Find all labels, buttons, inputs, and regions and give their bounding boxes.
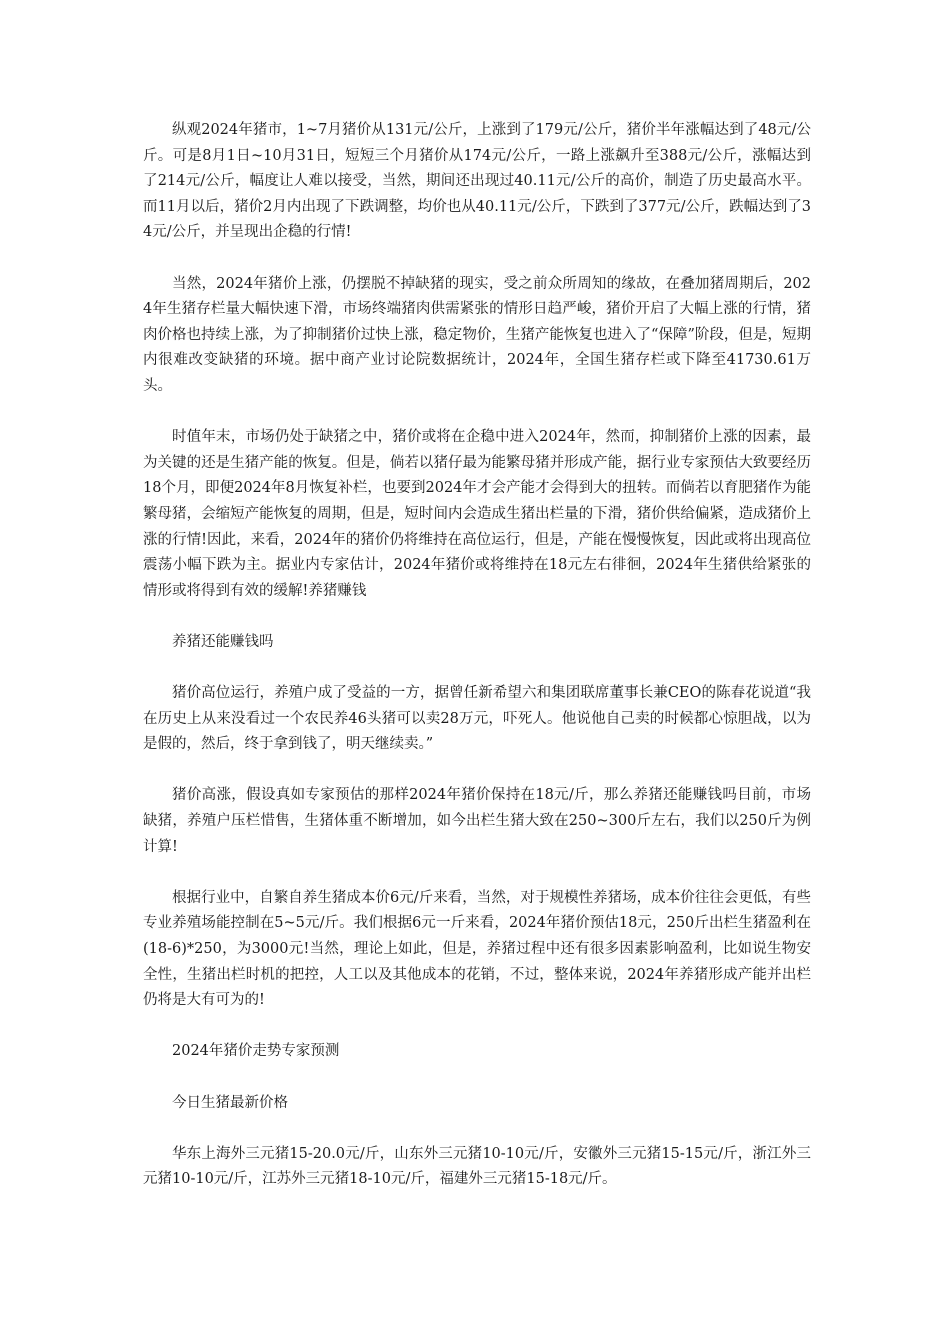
paragraph-regional-prices: 华东上海外三元猪15-20.0元/斤，山东外三元猪10-10元/斤，安徽外三元猪15-15元/斤，浙江外三元猪10-10元/斤，江苏外三元猪18-10元/斤，福建外三元猪15-18元/斤。 <box>143 1145 811 1188</box>
paragraph-price-review: 纵观2024年猪市，1~7月猪价从131元/公斤，上涨到了179元/公斤，猪价半年涨幅达到了48元/公斤。可是8月1日~10月31日，短短三个月猪价从174元/公斤，一路上涨飙升至388元/公斤，涨幅达到了214元/公斤，幅度让人难以接受，当然，期间还出现过40.11元/公斤的高价，制造了历史最高水平。而11月以后，猪价2月内出现了下跌调整，均价也从40.11元/公斤，下跌到了377元/公斤，跌幅达到了34元/公斤，并呈现出企稳的行情! <box>143 122 811 241</box>
heading-expert-forecast: 2024年猪价走势专家预测 <box>172 1043 340 1060</box>
paragraph-farmer-quote: 猪价高位运行，养殖户成了受益的一方，据曾任新希望六和集团联席董事长兼CEO的陈春花说道“我在历史上从来没看过一个农民养46头猪可以卖28万元，吓死人。他说他自己卖的时候都心惊胆战，以为是假的，然后，终于拿到钱了，明天继续卖。” <box>143 685 811 753</box>
paragraph-supply-shortage: 当然，2024年猪价上涨，仍摆脱不掉缺猪的现实，受之前众所周知的缘故，在叠加猪周期后，2024年生猪存栏量大幅快速下滑，市场终端猪肉供需紧张的情形日趋严峻，猪价开启了大幅上涨的行情，猪肉价格也持续上涨，为了抑制猪价过快上涨，稳定物价，生猪产能恢复也进入了“保障”阶段，但是，短期内很难改变缺猪的环境。据中商产业讨论院数据统计，2024年，全国生猪存栏或下降至41730.61万头。 <box>143 275 811 394</box>
paragraph-cost-calculation: 根据行业中，自繁自养生猪成本价6元/斤来看，当然，对于规模性养猪场，成本价往往会更低，有些专业养殖场能控制在5~5元/斤。我们根据6元一斤来看，2024年猪价预估18元，250斤出栏生猪盈利在(18-6)*250，为3000元!当然，理论上如此，但是，养猪过程中还有很多因素影响盈利，比如说生物安全性，生猪出栏时机的把控，人工以及其他成本的花销，不过，整体来说，2024年养猪形成产能并出栏仍将是大有可为的! <box>143 889 811 1009</box>
paragraph-year-end-outlook: 时值年末，市场仍处于缺猪之中，猪价或将在企稳中进入2024年，然而，抑制猪价上涨的因素，最为关键的还是生猪产能的恢复。但是，倘若以猪仔最为能繁母猪并形成产能，据行业专家预估大致要经历18个月，即便2024年8月恢复补栏，也要到2024年才会产能才会得到大的扭转。而倘若以育肥猪作为能繁母猪，会缩短产能恢复的周期，但是，短时间内会造成生猪出栏量的下滑，猪价供给偏紧，造成猪价上涨的行情!因此，来看，2024年的猪价仍将维持在高位运行，但是，产能在慢慢恢复，因此或将出现高位震荡小幅下跌为主。据业内专家估计，2024年猪价或将维持在18元左右徘徊，2024年生猪供给紧张的情形或将得到有效的缓解!养猪赚钱 <box>143 429 811 599</box>
document-body <box>143 118 811 1219</box>
paragraph-profit-assumption: 猪价高涨，假设真如专家预估的那样2024年猪价保持在18元/斤，那么养猪还能赚钱吗目前，市场缺猪，养殖户压栏惜售，生猪体重不断增加，如今出栏生猪大致在250~300斤左右，我们以250斤为例计算! <box>143 787 811 855</box>
heading-latest-price: 今日生猪最新价格 <box>172 1094 288 1111</box>
heading-can-farming-profit: 养猪还能赚钱吗 <box>172 633 274 650</box>
